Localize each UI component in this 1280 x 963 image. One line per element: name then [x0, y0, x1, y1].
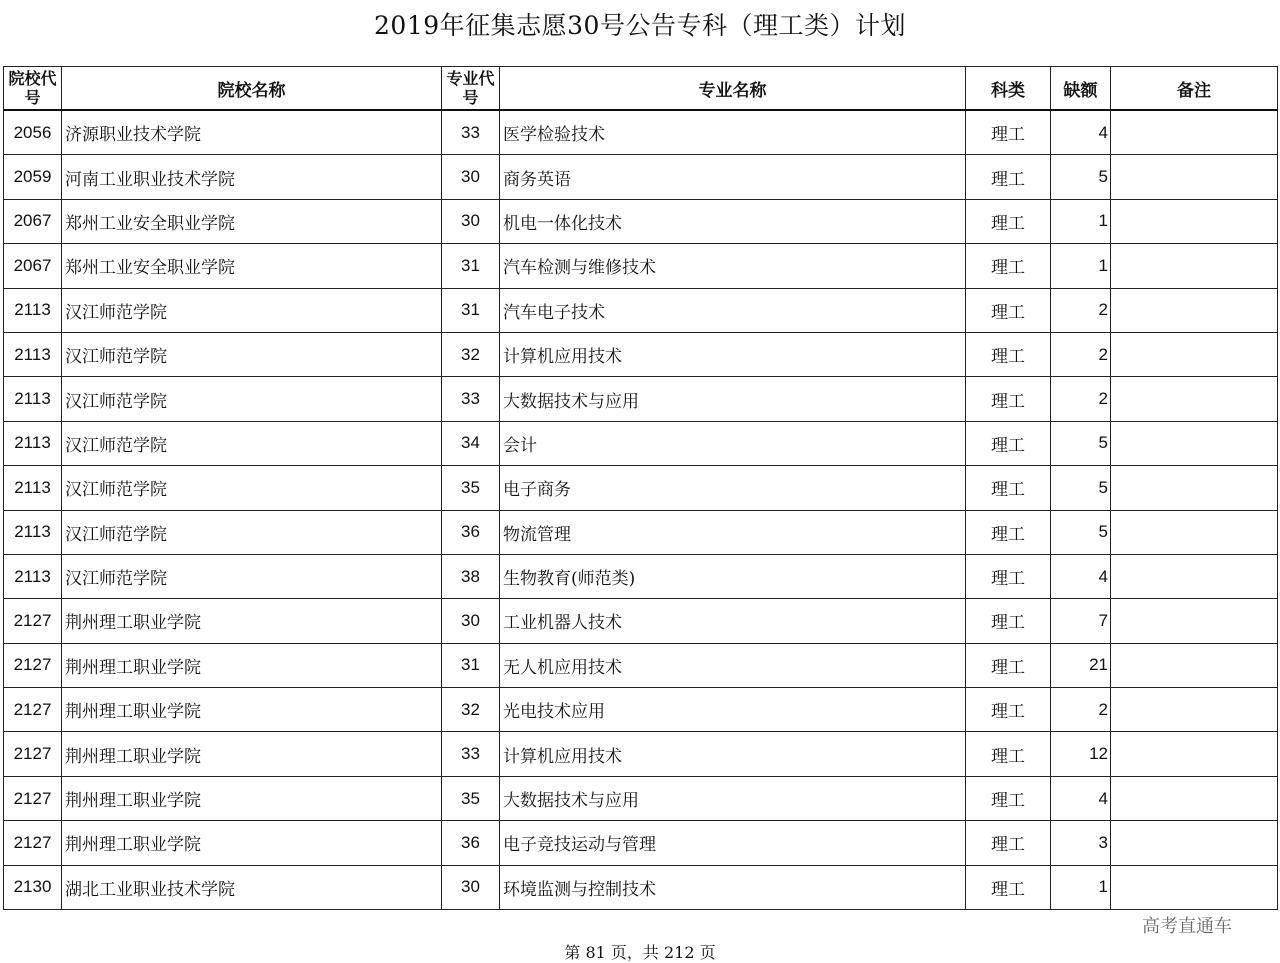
cell-school-code: 2113	[4, 421, 62, 465]
cell-note	[1111, 332, 1278, 376]
cell-major-code: 32	[442, 688, 500, 732]
table-row	[4, 599, 1278, 643]
cell-major-name: 生物教育(师范类)	[500, 554, 966, 598]
table-row	[4, 688, 1278, 732]
cell-note	[1111, 244, 1278, 288]
cell-major-name: 计算机应用技术	[500, 332, 966, 376]
cell-school-name: 汉江师范学院	[62, 554, 442, 598]
cell-school-code: 2127	[4, 821, 62, 865]
cell-major-code: 30	[442, 199, 500, 243]
cell-major-code: 31	[442, 288, 500, 332]
cell-category: 理工	[966, 776, 1051, 820]
cell-category: 理工	[966, 510, 1051, 554]
cell-school-name: 济源职业技术学院	[62, 110, 442, 155]
cell-major-name: 大数据技术与应用	[500, 377, 966, 421]
page-title: 2019年征集志愿30号公告专科（理工类）计划	[374, 11, 906, 40]
cell-note	[1111, 199, 1278, 243]
cell-school-name: 汉江师范学院	[62, 510, 442, 554]
cell-note	[1111, 510, 1278, 554]
cell-note	[1111, 732, 1278, 776]
cell-quota: 2	[1051, 288, 1111, 332]
cell-category: 理工	[966, 643, 1051, 687]
cell-quota: 5	[1051, 155, 1111, 199]
cell-quota: 1	[1051, 244, 1111, 288]
cell-category: 理工	[966, 599, 1051, 643]
cell-major-code: 33	[442, 377, 500, 421]
cell-major-name: 会计	[500, 421, 966, 465]
cell-major-code: 38	[442, 554, 500, 598]
header-school-code: 院校代号	[4, 67, 62, 111]
cell-major-code: 33	[442, 732, 500, 776]
cell-school-code: 2059	[4, 155, 62, 199]
cell-quota: 4	[1051, 110, 1111, 155]
cell-school-name: 郑州工业安全职业学院	[62, 199, 442, 243]
cell-quota: 5	[1051, 421, 1111, 465]
cell-major-name: 环境监测与控制技术	[500, 865, 966, 909]
table-row	[4, 288, 1278, 332]
cell-category: 理工	[966, 332, 1051, 376]
table-row	[4, 377, 1278, 421]
cell-school-code: 2067	[4, 199, 62, 243]
cell-major-name: 汽车电子技术	[500, 288, 966, 332]
cell-category: 理工	[966, 377, 1051, 421]
cell-category: 理工	[966, 199, 1051, 243]
cell-note	[1111, 110, 1278, 155]
cell-school-code: 2067	[4, 244, 62, 288]
table-row	[4, 466, 1278, 510]
cell-major-code: 35	[442, 466, 500, 510]
cell-school-code: 2113	[4, 466, 62, 510]
cell-school-code: 2113	[4, 288, 62, 332]
cell-major-code: 31	[442, 244, 500, 288]
cell-note	[1111, 688, 1278, 732]
table-row	[4, 821, 1278, 865]
cell-school-code: 2113	[4, 554, 62, 598]
cell-quota: 2	[1051, 332, 1111, 376]
table-row	[4, 510, 1278, 554]
header-school-name: 院校名称	[62, 67, 442, 111]
cell-school-name: 汉江师范学院	[62, 466, 442, 510]
cell-major-name: 物流管理	[500, 510, 966, 554]
cell-major-name: 商务英语	[500, 155, 966, 199]
cell-major-code: 30	[442, 599, 500, 643]
header-major-name: 专业名称	[500, 67, 966, 111]
table-row	[4, 554, 1278, 598]
cell-note	[1111, 421, 1278, 465]
cell-note	[1111, 865, 1278, 909]
cell-school-name: 河南工业职业技术学院	[62, 155, 442, 199]
cell-category: 理工	[966, 110, 1051, 155]
cell-category: 理工	[966, 421, 1051, 465]
cell-school-name: 汉江师范学院	[62, 377, 442, 421]
cell-category: 理工	[966, 288, 1051, 332]
cell-major-code: 35	[442, 776, 500, 820]
cell-category: 理工	[966, 688, 1051, 732]
cell-school-name: 荆州理工职业学院	[62, 776, 442, 820]
cell-quota: 5	[1051, 510, 1111, 554]
cell-school-name: 汉江师范学院	[62, 421, 442, 465]
watermark: 高考直通车	[1142, 916, 1232, 937]
table-row	[4, 110, 1278, 155]
table-row	[4, 199, 1278, 243]
cell-major-name: 工业机器人技术	[500, 599, 966, 643]
cell-major-name: 机电一体化技术	[500, 199, 966, 243]
cell-school-code: 2127	[4, 776, 62, 820]
cell-school-code: 2127	[4, 643, 62, 687]
cell-school-name: 荆州理工职业学院	[62, 821, 442, 865]
table-row	[4, 732, 1278, 776]
cell-major-name: 计算机应用技术	[500, 732, 966, 776]
cell-note	[1111, 377, 1278, 421]
cell-category: 理工	[966, 732, 1051, 776]
cell-category: 理工	[966, 466, 1051, 510]
cell-school-code: 2113	[4, 332, 62, 376]
header-major-code: 专业代号	[442, 67, 500, 111]
cell-school-name: 汉江师范学院	[62, 332, 442, 376]
cell-school-code: 2056	[4, 110, 62, 155]
cell-note	[1111, 599, 1278, 643]
cell-school-code: 2113	[4, 510, 62, 554]
cell-category: 理工	[966, 865, 1051, 909]
cell-school-name: 荆州理工职业学院	[62, 599, 442, 643]
cell-school-name: 荆州理工职业学院	[62, 732, 442, 776]
cell-school-name: 荆州理工职业学院	[62, 688, 442, 732]
cell-note	[1111, 554, 1278, 598]
cell-major-name: 汽车检测与维修技术	[500, 244, 966, 288]
cell-note	[1111, 155, 1278, 199]
cell-major-code: 30	[442, 865, 500, 909]
page-footer: 第 81 页，共 212 页	[564, 943, 716, 962]
table-row	[4, 776, 1278, 820]
cell-quota: 21	[1051, 643, 1111, 687]
cell-major-code: 30	[442, 155, 500, 199]
header-note: 备注	[1111, 67, 1278, 111]
cell-quota: 2	[1051, 688, 1111, 732]
cell-major-name: 电子商务	[500, 466, 966, 510]
table-body	[4, 110, 1278, 910]
table-row	[4, 244, 1278, 288]
cell-quota: 1	[1051, 865, 1111, 909]
cell-major-name: 大数据技术与应用	[500, 776, 966, 820]
cell-school-code: 2127	[4, 732, 62, 776]
cell-major-code: 32	[442, 332, 500, 376]
cell-quota: 4	[1051, 776, 1111, 820]
cell-category: 理工	[966, 244, 1051, 288]
cell-quota: 4	[1051, 554, 1111, 598]
cell-quota: 7	[1051, 599, 1111, 643]
plan-table	[3, 66, 1278, 910]
cell-quota: 12	[1051, 732, 1111, 776]
cell-note	[1111, 643, 1278, 687]
cell-school-name: 郑州工业安全职业学院	[62, 244, 442, 288]
cell-school-code: 2127	[4, 599, 62, 643]
cell-school-name: 湖北工业职业技术学院	[62, 865, 442, 909]
cell-major-name: 无人机应用技术	[500, 643, 966, 687]
cell-note	[1111, 821, 1278, 865]
cell-school-code: 2127	[4, 688, 62, 732]
cell-major-name: 医学检验技术	[500, 110, 966, 155]
cell-quota: 5	[1051, 466, 1111, 510]
cell-note	[1111, 466, 1278, 510]
cell-major-name: 电子竞技运动与管理	[500, 821, 966, 865]
table-row	[4, 643, 1278, 687]
table-row	[4, 332, 1278, 376]
cell-note	[1111, 288, 1278, 332]
cell-note	[1111, 776, 1278, 820]
cell-school-name: 汉江师范学院	[62, 288, 442, 332]
header-category: 科类	[966, 67, 1051, 111]
cell-quota: 3	[1051, 821, 1111, 865]
cell-school-code: 2130	[4, 865, 62, 909]
cell-major-code: 36	[442, 510, 500, 554]
table-row	[4, 421, 1278, 465]
table-header-row	[4, 67, 1278, 111]
cell-category: 理工	[966, 155, 1051, 199]
cell-major-code: 31	[442, 643, 500, 687]
cell-quota: 1	[1051, 199, 1111, 243]
cell-major-code: 36	[442, 821, 500, 865]
cell-major-name: 光电技术应用	[500, 688, 966, 732]
table-row	[4, 155, 1278, 199]
cell-quota: 2	[1051, 377, 1111, 421]
cell-major-code: 34	[442, 421, 500, 465]
cell-major-code: 33	[442, 110, 500, 155]
cell-category: 理工	[966, 821, 1051, 865]
cell-school-code: 2113	[4, 377, 62, 421]
header-quota: 缺额	[1051, 67, 1111, 111]
table-row	[4, 865, 1278, 909]
cell-school-name: 荆州理工职业学院	[62, 643, 442, 687]
cell-category: 理工	[966, 554, 1051, 598]
